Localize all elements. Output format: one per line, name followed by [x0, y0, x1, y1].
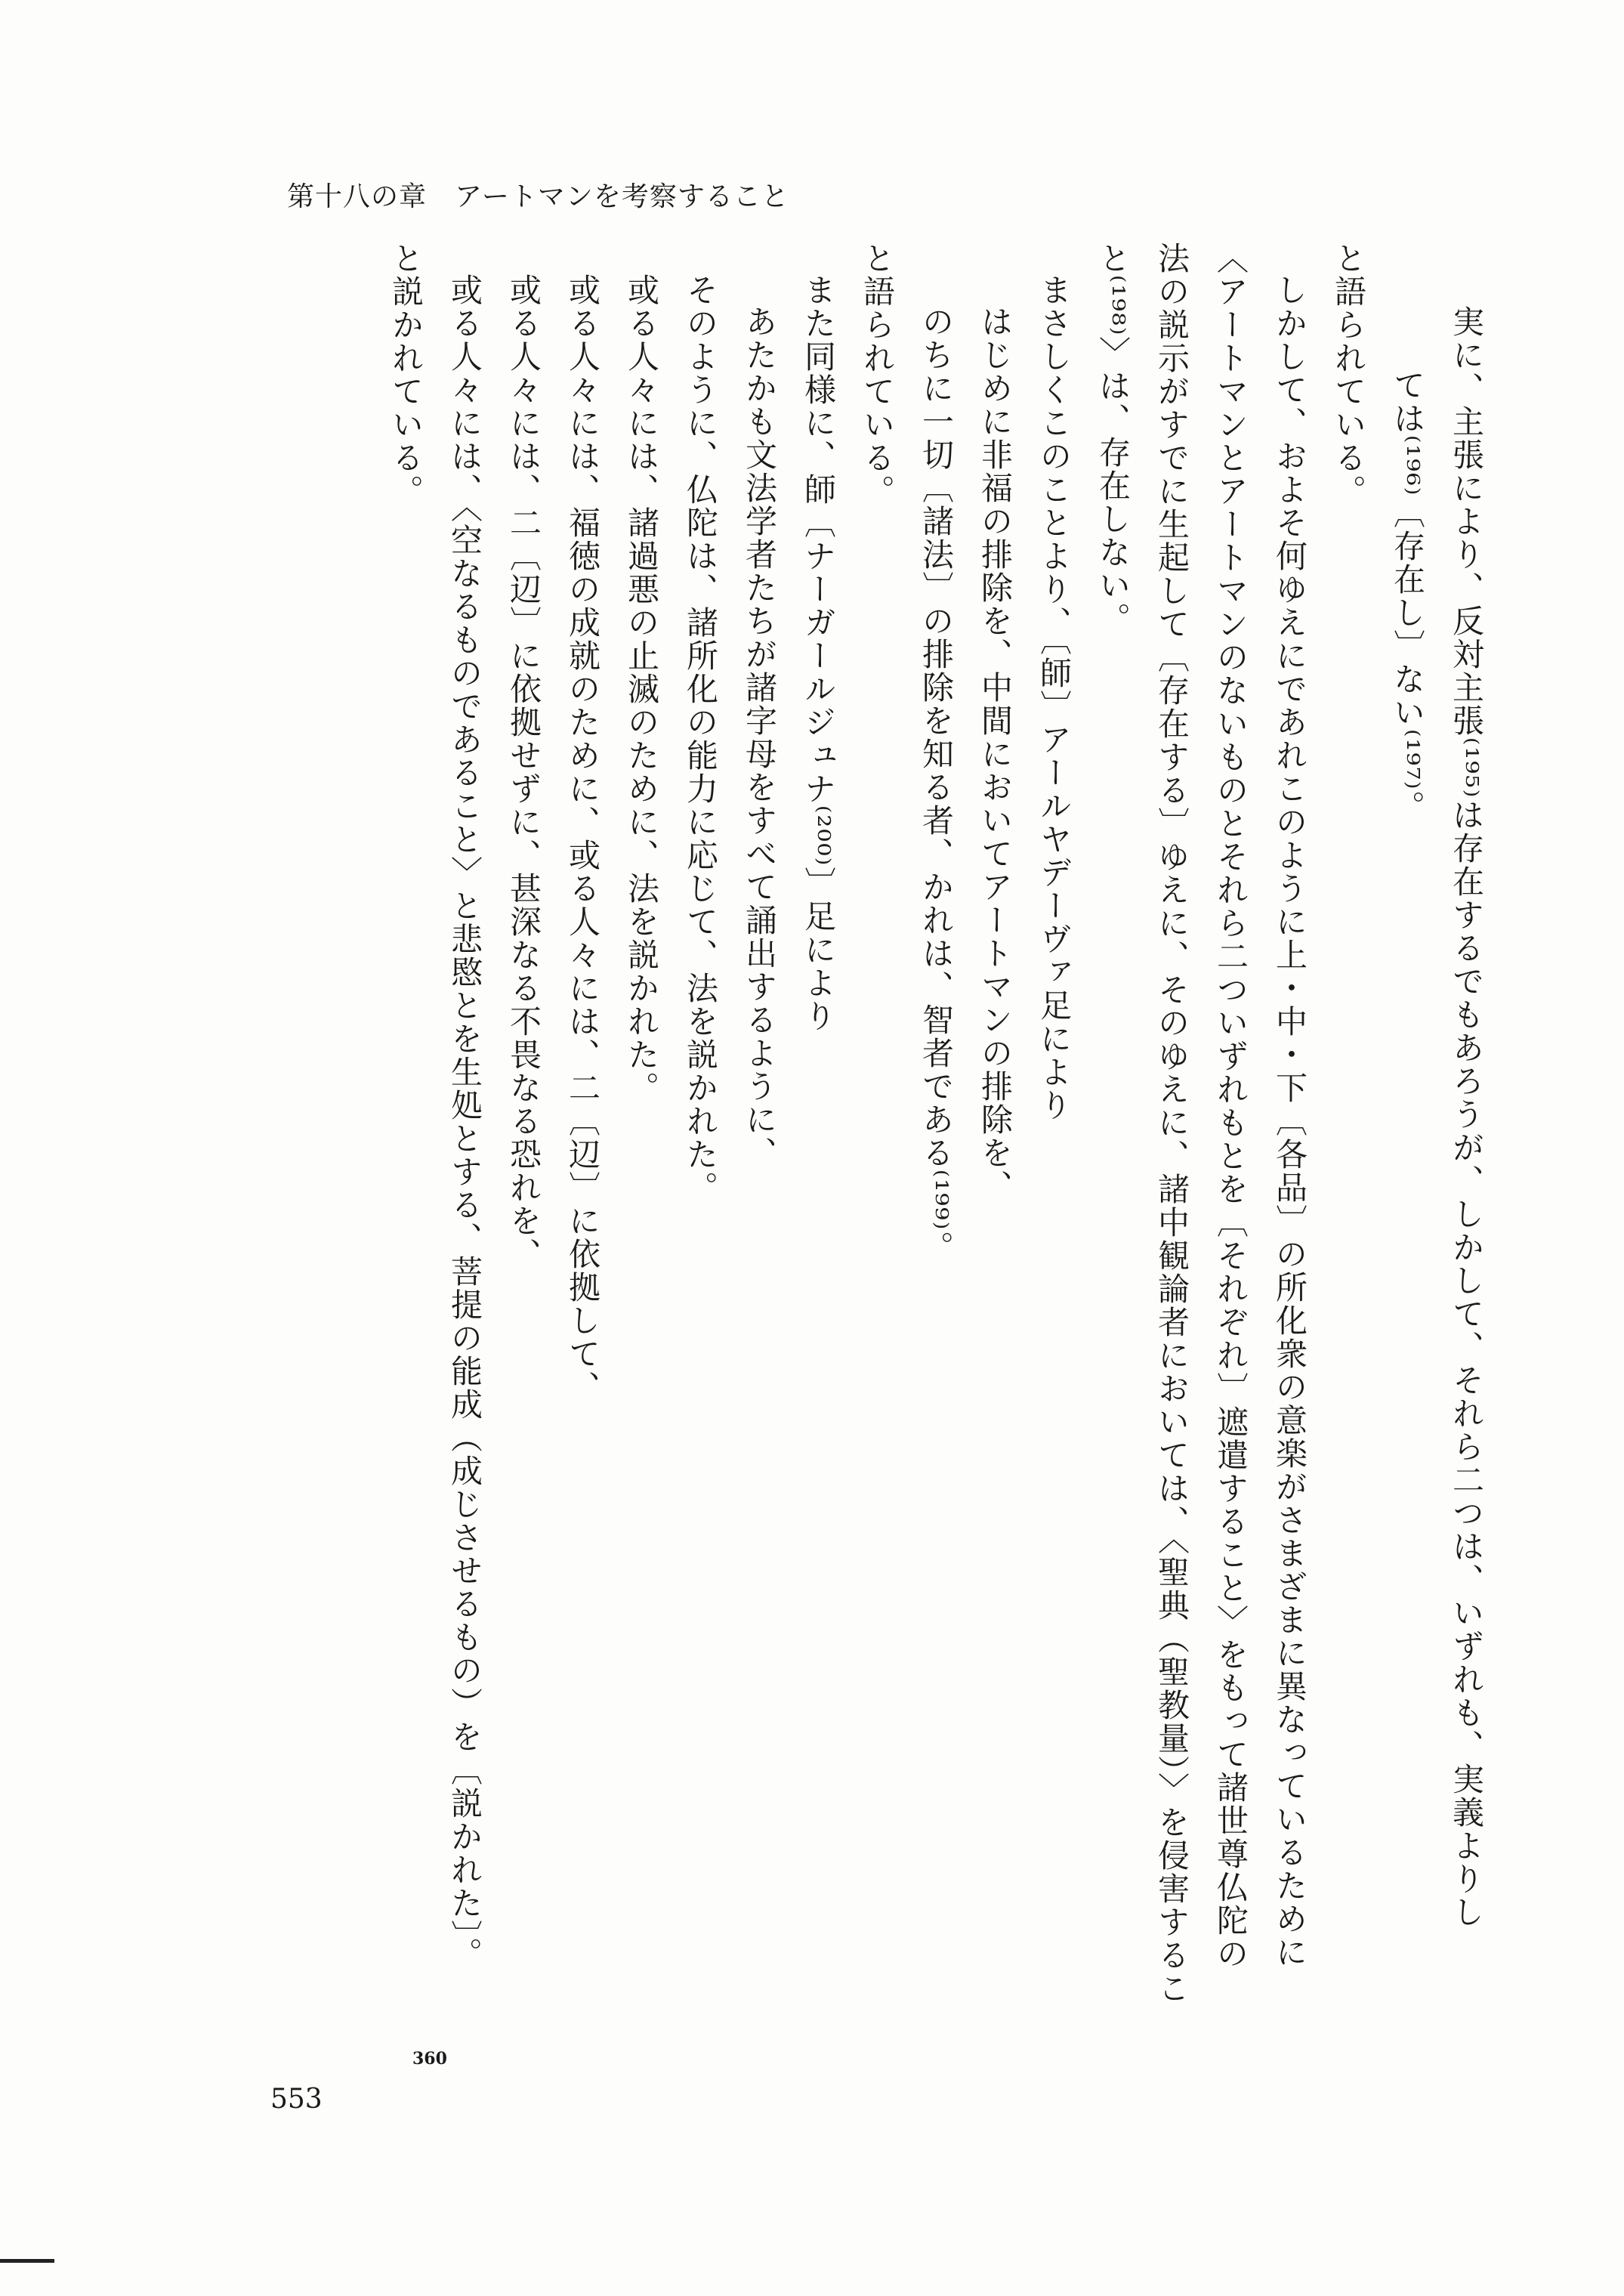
page-number: 553	[270, 2084, 323, 2115]
text-line: はじめに非福の排除を、中間においてアートマンの排除を、	[977, 305, 1014, 1203]
text-line: しかして、およそ何ゆえにであれこのように上・中・下〔各品〕の所化衆の意楽がさまざまに異なっているために	[1271, 273, 1308, 1969]
text-line: のちに一切〔諸法〕の排除を知る者、かれは、智者である⁽¹⁹⁹⁾。	[918, 305, 955, 1265]
side-mark: 360	[412, 2049, 447, 2069]
text-line: そのように、仏陀は、諸所化の能力に応じて、法を説かれた。	[682, 273, 719, 1204]
text-line: 法の説示がすでに生起して〔存在する〕ゆえに、そのゆえに、諸中観論者においては、〈聖典（聖教量）〉を侵害するこ	[1153, 242, 1190, 2005]
text-line: ては⁽¹⁹⁶⁾〔存在し〕ない⁽¹⁹⁷⁾。	[1389, 369, 1426, 824]
running-head: 第十八の章 アートマンを考察すること	[287, 181, 789, 212]
body-text	[242, 242, 1496, 2005]
text-line: あたかも文法学者たちが諸字母をすべて誦出するように、	[741, 305, 778, 1170]
text-line: 或る人々には、諸過悪の止滅のために、法を説かれた。	[623, 273, 660, 1105]
text-line: と説かれている。	[387, 242, 425, 508]
text-line: まさしくこのことより、〔師〕アールヤデーヴァ足により	[1036, 273, 1073, 1122]
edge-rule	[0, 2259, 54, 2263]
text-line: と語られている。	[1330, 242, 1367, 508]
text-line: また同様に、師〔ナーガールジュナ⁽²⁰⁰⁾〕足により	[800, 273, 837, 1034]
text-line: 実に、主張により、反対主張⁽¹⁹⁵⁾は存在するでもあろうが、しかして、それら二つは、いずれも、実義よりし	[1448, 305, 1485, 1930]
text-line: 〈アートマンとアートマンのないものとそれら二ついずれもとを〔それぞれ〕遮遣すること〉をもって諸世尊仏陀の	[1212, 242, 1249, 1970]
text-line: と⁽¹⁹⁸⁾〉は、存在しない。	[1095, 242, 1132, 636]
text-line: と語られている。	[859, 242, 896, 508]
text-line: 或る人々には、〈空なるものであること〉と悲愍とを生処とする、菩提の能成（成じさせるもの）を〔説かれた〕。	[446, 273, 483, 1970]
text-line: 或る人々には、福徳の成就のために、或る人々には、二〔辺〕に依拠して、	[564, 273, 601, 1404]
text-line: 或る人々には、二〔辺〕に依拠せずに、甚深なる不畏なる恐れを、	[505, 273, 542, 1271]
